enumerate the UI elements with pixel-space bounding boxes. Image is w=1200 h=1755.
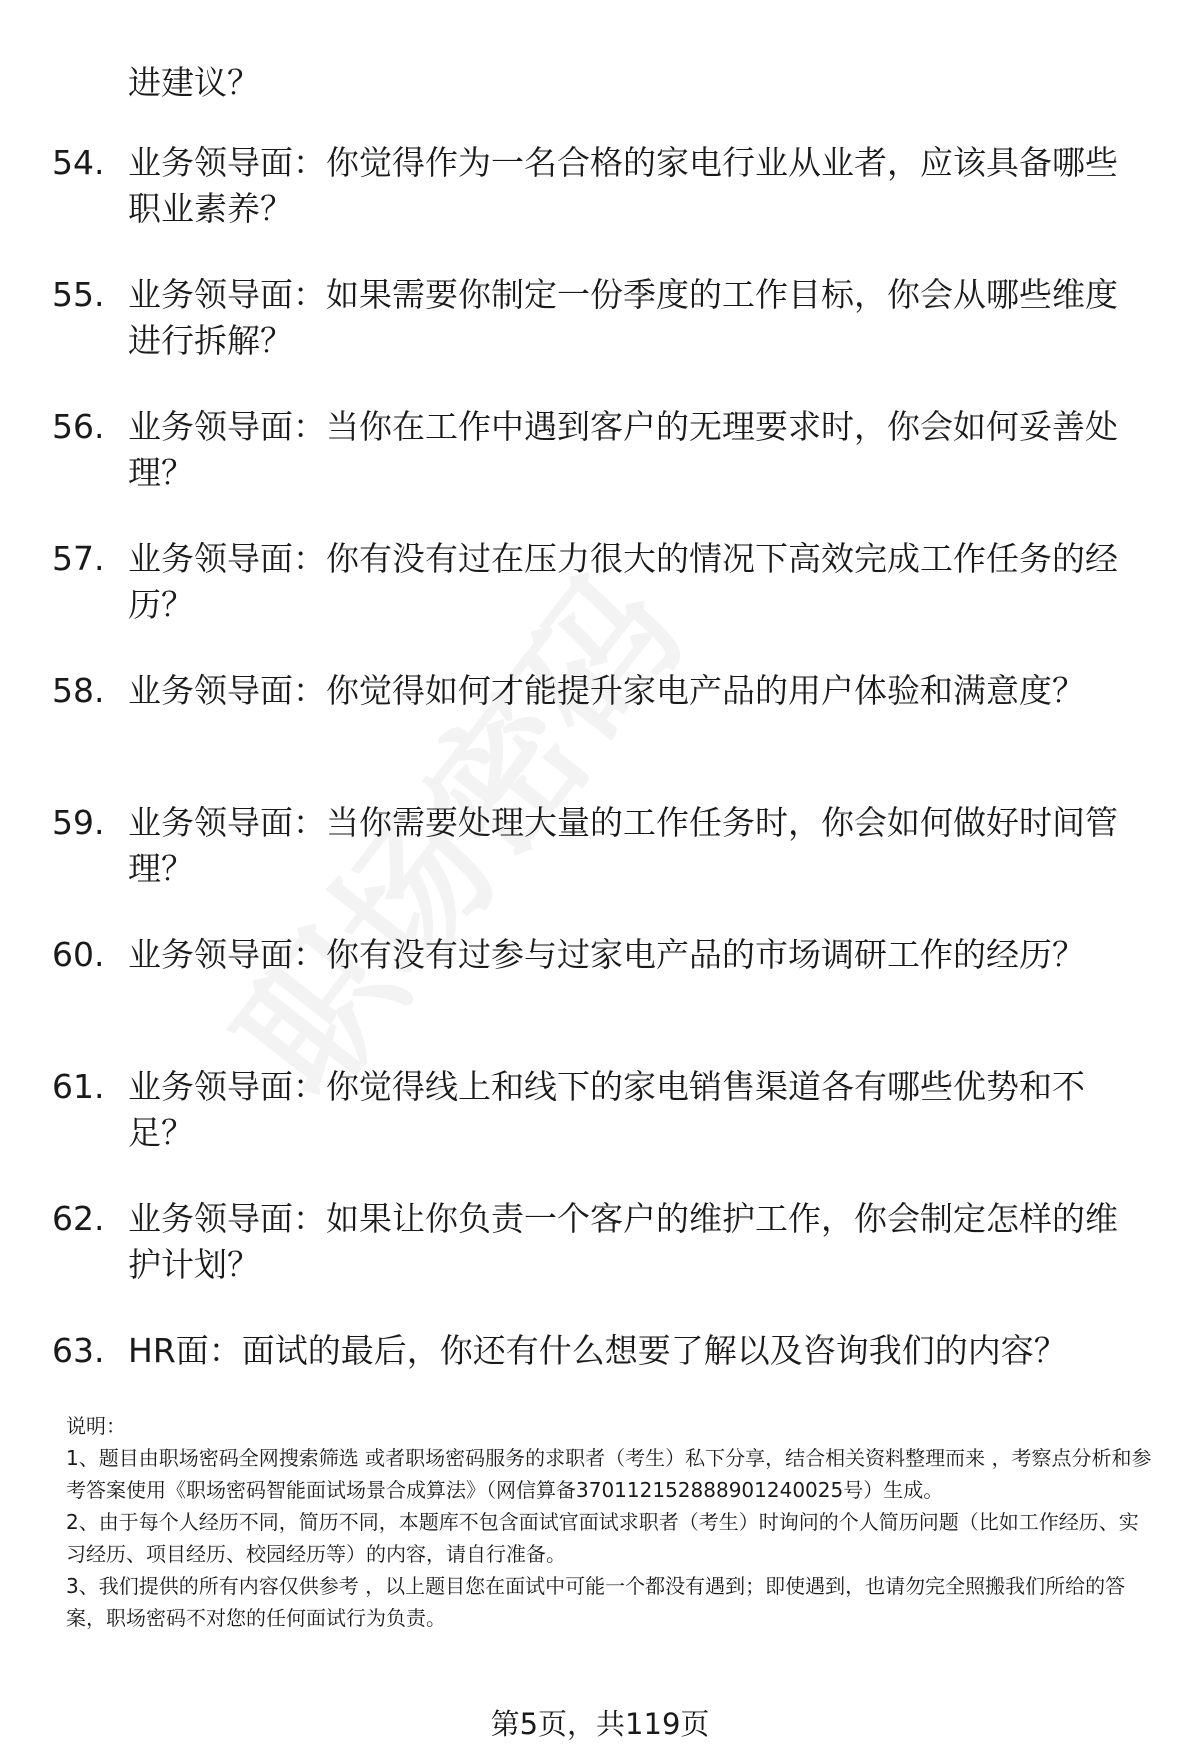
question-item	[52, 1328, 1152, 1388]
question-item	[52, 404, 1152, 536]
notes-section	[66, 1410, 1156, 1634]
continued-question-text: 进建议？	[128, 63, 260, 102]
question-number: 63.	[52, 1331, 105, 1370]
question-text: HR面：面试的最后，你还有什么想要了解以及咨询我们的内容？	[128, 1331, 1067, 1370]
question-item	[52, 536, 1152, 668]
question-item	[52, 1064, 1152, 1196]
question-list	[52, 140, 1152, 1388]
question-text: 业务领导面：你觉得如何才能提升家电产品的用户体验和满意度？	[128, 671, 1085, 710]
question-item	[52, 932, 1152, 1064]
question-number: 57.	[52, 539, 105, 578]
note-item: 1、题目由职场密码全网搜索筛选 或者职场密码服务的求职者（考生）私下分享，结合相关资料整理而来 ，考察点分析和参考答案使用《职场密码智能面试场景合成算法》（网信算备370112152888901240025号）生成。	[66, 1446, 1152, 1502]
question-number: 59.	[52, 803, 105, 842]
question-item	[52, 272, 1152, 404]
question-number: 54.	[52, 143, 105, 182]
question-item	[52, 140, 1152, 272]
question-number: 60.	[52, 935, 105, 974]
question-number: 61.	[52, 1067, 105, 1106]
question-item	[52, 668, 1152, 800]
notes-heading: 说明：	[66, 1414, 126, 1438]
note-item: 3、我们提供的所有内容仅供参考 ，以上题目您在面试中可能一个都没有遇到；即使遇到，也请勿完全照搬我们所给的答案，职场密码不对您的任何面试行为负责。	[66, 1574, 1126, 1630]
question-item	[52, 1196, 1152, 1328]
question-text: 业务领导面：你有没有过参与过家电产品的市场调研工作的经历？	[128, 935, 1085, 974]
question-text: 业务领导面：你觉得线上和线下的家电销售渠道各有哪些优势和不足？	[128, 1067, 1085, 1152]
question-text: 业务领导面：当你在工作中遇到客户的无理要求时，你会如何妥善处理？	[128, 407, 1118, 492]
question-number: 58.	[52, 671, 105, 710]
question-text: 业务领导面：你有没有过在压力很大的情况下高效完成工作任务的经历？	[128, 539, 1118, 624]
question-item	[52, 800, 1152, 932]
page-number-footer: 第5页，共119页	[490, 1707, 710, 1741]
note-item: 2、由于每个人经历不同，简历不同，本题库不包含面试官面试求职者（考生）时询问的个人简历问题（比如工作经历、实习经历、项目经历、校园经历等）的内容，请自行准备。	[66, 1510, 1139, 1566]
question-text: 业务领导面：你觉得作为一名合格的家电行业从业者，应该具备哪些职业素养？	[128, 143, 1118, 228]
question-number: 55.	[52, 275, 105, 314]
question-text: 业务领导面：如果让你负责一个客户的维护工作，你会制定怎样的维护计划？	[128, 1199, 1118, 1284]
question-number: 56.	[52, 407, 105, 446]
question-text: 业务领导面：如果需要你制定一份季度的工作目标，你会从哪些维度进行拆解？	[128, 275, 1118, 360]
question-text: 业务领导面：当你需要处理大量的工作任务时，你会如何做好时间管理？	[128, 803, 1118, 888]
question-number: 62.	[52, 1199, 105, 1238]
